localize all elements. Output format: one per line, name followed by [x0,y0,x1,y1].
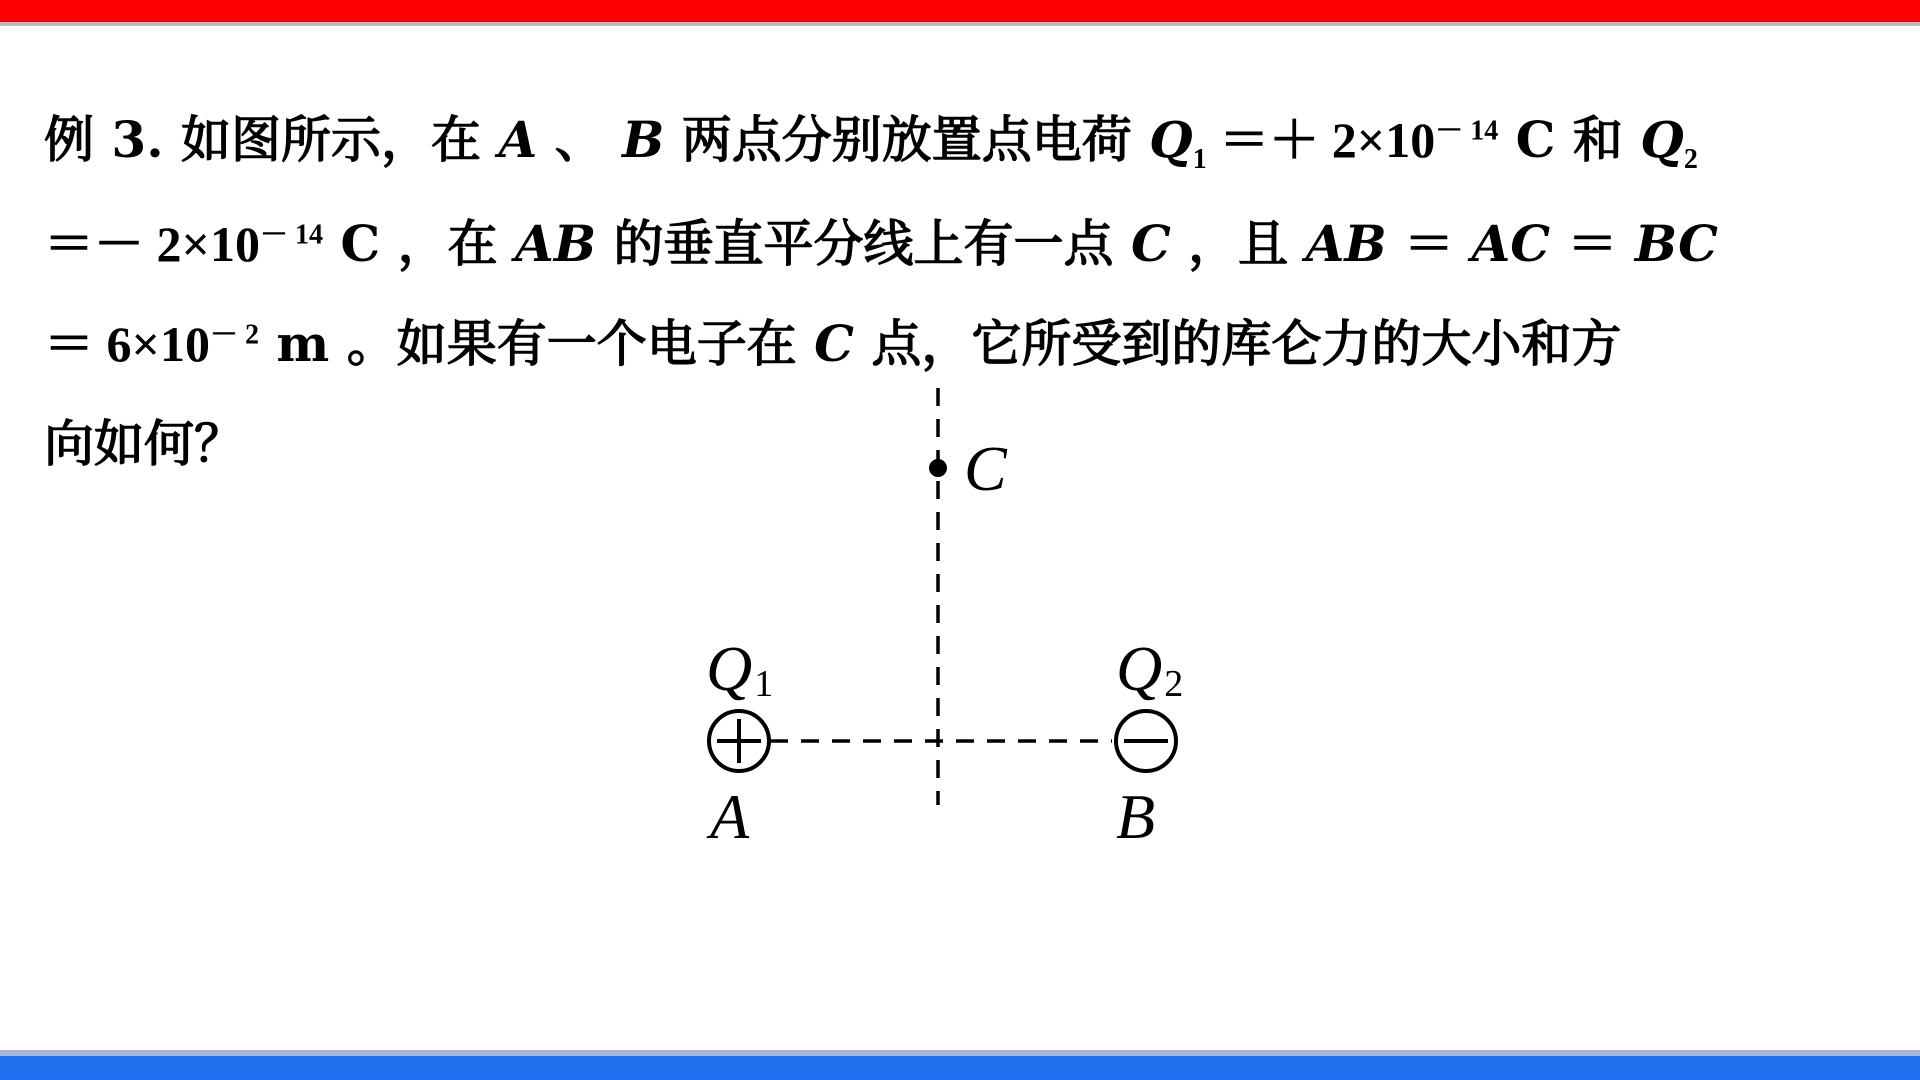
problem-line-2: ＝－ $2\times 10^{- 14}$ C ，在 AB 的垂直平分线上有一点 C ，且 AB ＝ AC ＝ BC [44,214,1718,273]
problem-line-4: 向如何？ [44,414,244,473]
label-q2: Q2 [1116,633,1184,705]
problem-line-1: 例 3. 如图所示，在 A 、 B 两点分别放置点电荷 $Q_1 =+ 2\times 10^{- 14}$ C 和 $Q_2$ [44,110,1698,175]
charge-q1 [709,711,769,771]
problem-line-3: ＝ $6\times 10^{- 2}$ m 。如果有一个电子在 C 点，它所受到的库仑力的大小和方 [44,314,1622,373]
label-a: A [710,781,750,852]
label-q1: Q1 [706,633,774,705]
example-label: 例 3. [44,110,164,169]
charge-q2 [1116,711,1176,771]
label-b: B [1116,781,1156,852]
bottom-accent-bar [0,1056,1920,1080]
point-c [929,459,947,477]
label-c: C [964,433,1007,504]
